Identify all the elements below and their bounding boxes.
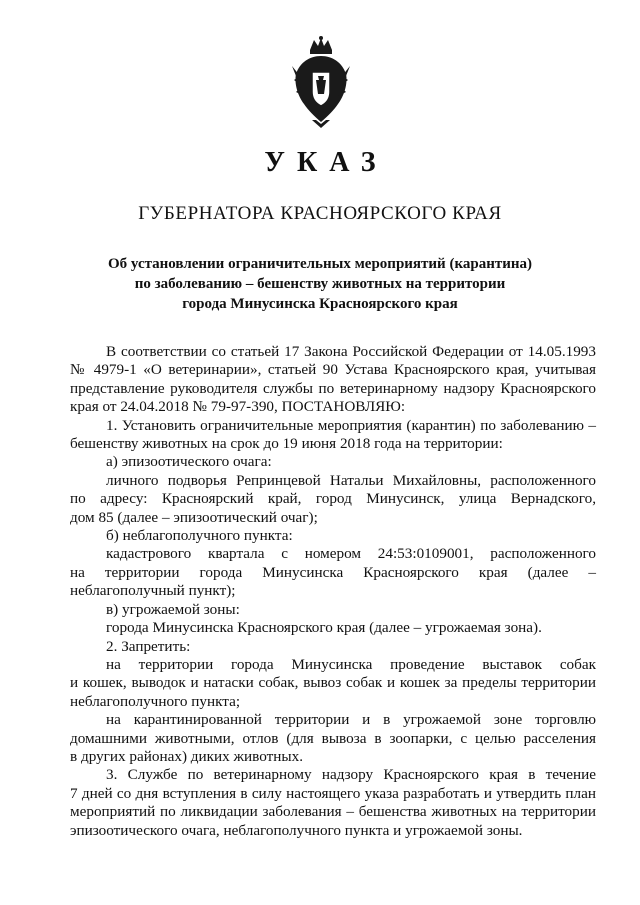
body-line: неблагополучный пункт); bbox=[70, 582, 236, 600]
body-line: на карантинированной территории и в угрожаемой зоне торговлю bbox=[106, 711, 596, 729]
body-line: на территории города Минусинска Красноярского края (далее – bbox=[70, 563, 596, 581]
body-line: края от 24.04.2018 № 79-97-390, ПОСТАНОВЛЯЮ: bbox=[70, 398, 406, 416]
body-line: а) эпизоотического очага: bbox=[106, 453, 272, 471]
coat-of-arms-icon bbox=[290, 36, 352, 128]
body-line: 3. Службе по ветеринарному надзору Красноярского края в течение bbox=[106, 766, 596, 784]
body-line: 2. Запретить: bbox=[106, 637, 191, 655]
body-line: города Минусинска Красноярского края (далее – угрожаемая зона). bbox=[106, 619, 542, 637]
subject-line: по заболеванию – бешенству животных на территории bbox=[134, 276, 506, 292]
body-line: представление руководителя службы по ветеринарному надзору Красноярского bbox=[70, 379, 596, 397]
body-line: по адресу: Красноярский край, город Минусинск, улица Вернадского, bbox=[70, 490, 596, 508]
body-line: 7 дней со дня вступления в силу настоящего указа разработать и утвердить план bbox=[70, 784, 596, 802]
body-line: в) угрожаемой зоны: bbox=[106, 600, 240, 618]
document-subject bbox=[60, 254, 580, 314]
issuing-authority: ГУБЕРНАТОРА КРАСНОЯРСКОГО КРАЯ bbox=[138, 203, 502, 224]
body-line: эпизоотического очага, неблагополучного пункта и угрожаемой зоны. bbox=[70, 821, 523, 839]
body-line: № 4979-1 «О ветеринарии», статьей 90 Устава Красноярского края, учитывая bbox=[70, 361, 596, 379]
body-line: б) неблагополучного пункта: bbox=[106, 527, 293, 545]
body-line: и кошек, выводок и натаски собак, вывоз собак и кошек за пределы территории bbox=[70, 674, 596, 692]
body-line: кадастрового квартала с номером 24:53:0109001, расположенного bbox=[106, 545, 596, 563]
body-line: в других районах) диких животных. bbox=[70, 747, 303, 765]
body-line: на территории города Минусинска проведение выставок собак bbox=[106, 655, 596, 673]
body-line: неблагополучного пункта; bbox=[70, 692, 241, 710]
document-body bbox=[70, 343, 596, 840]
body-line: бешенству животных на срок до 19 июня 2018 года на территории: bbox=[70, 435, 503, 453]
body-line: мероприятий по ликвидации заболевания – бешенства животных на территории bbox=[70, 803, 596, 821]
subject-line: Об установлении ограничительных мероприятий (карантина) bbox=[107, 256, 532, 272]
body-line: В соответствии со статьей 17 Закона Российской Федерации от 14.05.1993 bbox=[106, 343, 596, 360]
body-line: 1. Установить ограничительные мероприятия (карантин) по заболеванию – bbox=[106, 416, 596, 434]
body-line: личного подворья Репринцевой Натальи Михайловны, расположенного bbox=[106, 471, 596, 489]
body-line: дом 85 (далее – эпизоотический очаг); bbox=[70, 508, 318, 526]
subject-line: города Минусинска Красноярского края bbox=[182, 296, 458, 312]
body-line: домашними животными, отлов (для вывоза в зоопарки, с целью расселения bbox=[70, 729, 596, 747]
document-type-title: УКАЗ bbox=[264, 147, 388, 178]
